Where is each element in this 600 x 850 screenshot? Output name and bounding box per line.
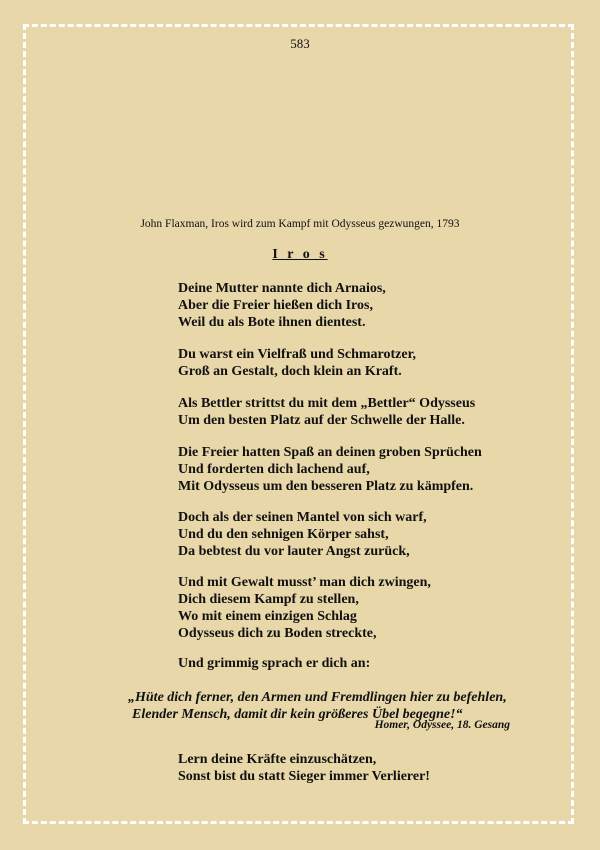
poem-line: Die Freier hatten Spaß an deinen groben Sprüchen <box>178 445 482 460</box>
poem-line: Und grimmig sprach er dich an: <box>178 656 371 671</box>
poem-line: Groß an Gestalt, doch klein an Kraft. <box>178 364 402 379</box>
poem-line: Da bebtest du vor lauter Angst zurück, <box>178 544 410 559</box>
poem-line: Du warst ein Vielfraß und Schmarotzer, <box>178 347 416 362</box>
poem-title: I r o s <box>272 247 328 262</box>
homer-quote <box>128 689 507 723</box>
quote-line: „Hüte dich ferner, den Armen und Fremdlingen hier zu befehlen, <box>128 690 507 705</box>
poem-line: Doch als der seinen Mantel von sich warf, <box>178 510 427 525</box>
quote-line: Elender Mensch, damit dir kein größeres Übel begegne!“ <box>132 707 463 722</box>
page-number: 583 <box>290 36 310 51</box>
poem-line: Als Bettler strittst du mit dem „Bettler“ Odysseus <box>178 396 476 411</box>
poem-line: Wo mit einem einzigen Schlag <box>178 609 357 624</box>
poem-line: Lern deine Kräfte einzuschätzen, <box>178 752 377 767</box>
poem-line: Und forderten dich lachend auf, <box>178 462 370 477</box>
stanza <box>178 751 430 785</box>
quote-source: Homer, Odyssee, 18. Gesang <box>374 719 510 731</box>
poem-line: Und mit Gewalt musst’ man dich zwingen, <box>178 575 431 590</box>
poem-line: Und du den sehnigen Körper sahst, <box>178 527 389 542</box>
stanza <box>178 346 416 380</box>
poem-line: Weil du als Bote ihnen dientest. <box>178 315 366 330</box>
poem-line: Um den besten Platz auf der Schwelle der Halle. <box>178 413 465 428</box>
image-caption: John Flaxman, Iros wird zum Kampf mit Odysseus gezwungen, 1793 <box>140 218 460 230</box>
poem-line: Dich diesem Kampf zu stellen, <box>178 592 359 607</box>
stanza <box>178 574 431 642</box>
poem-line: Odysseus dich zu Boden streckte, <box>178 626 377 641</box>
stanza <box>178 280 386 331</box>
poem-line: Sonst bist du statt Sieger immer Verlierer! <box>178 769 430 784</box>
stanza <box>178 444 482 495</box>
poem-line: Aber die Freier hießen dich Iros, <box>178 298 373 313</box>
poem-line: Deine Mutter nannte dich Arnaios, <box>178 281 386 296</box>
stanza <box>178 509 427 560</box>
stanza <box>178 655 370 672</box>
stanza <box>178 395 475 429</box>
poem-line: Mit Odysseus um den besseren Platz zu kämpfen. <box>178 479 474 494</box>
